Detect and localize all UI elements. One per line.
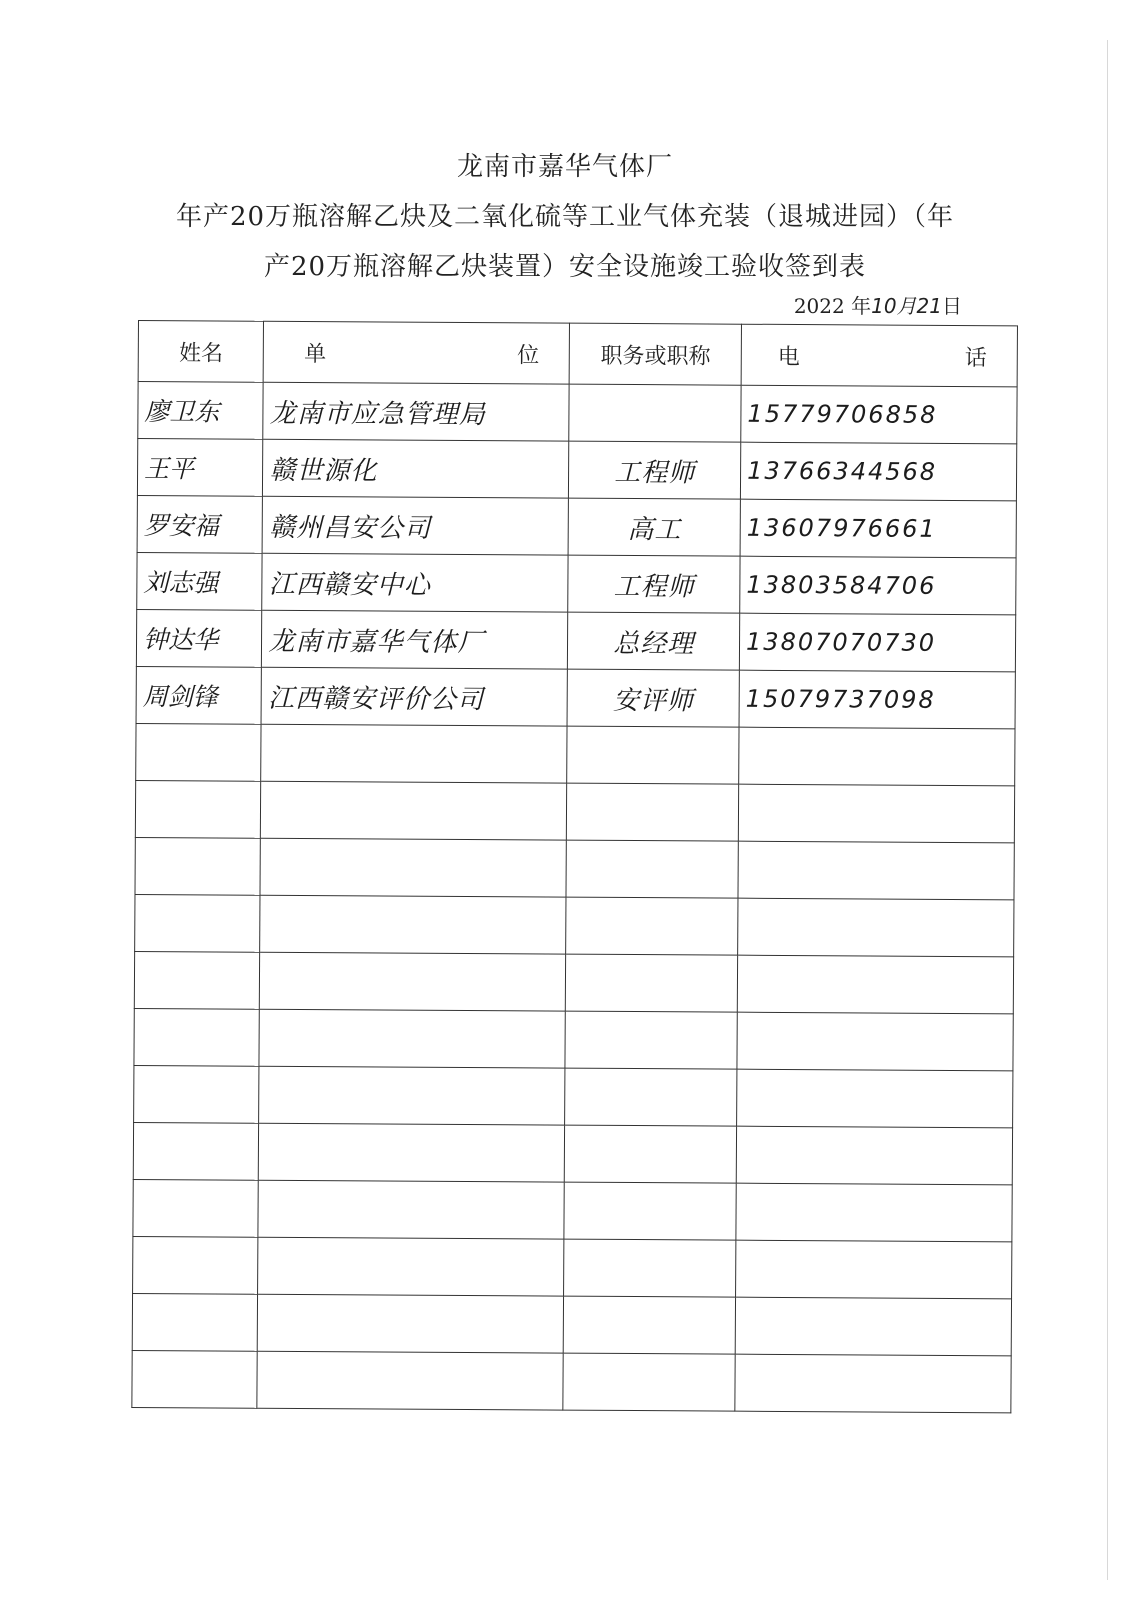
cell-phone: 15779706858 xyxy=(741,385,1017,444)
cell-unit: 龙南市应急管理局 xyxy=(263,382,569,441)
header-title: 职务或职称 xyxy=(570,323,742,385)
table-row xyxy=(133,1179,1012,1241)
cell-name xyxy=(135,837,261,895)
table-row xyxy=(136,609,1015,671)
cell-title: 总经理 xyxy=(568,612,740,670)
cell-phone: 13807070730 xyxy=(739,613,1015,672)
cell-title xyxy=(567,726,739,784)
cell-name xyxy=(134,1008,260,1066)
cell-name xyxy=(136,723,262,781)
header-phone-left: 电 xyxy=(777,344,800,370)
header-name: 姓名 xyxy=(138,321,264,383)
cell-unit: 赣世源化 xyxy=(263,439,569,498)
cell-title xyxy=(566,897,738,955)
table-body xyxy=(132,382,1017,1413)
cell-phone xyxy=(735,1297,1011,1356)
cell-unit xyxy=(258,1237,564,1296)
date-handwritten: 10月21 xyxy=(871,294,942,318)
header-unit-right: 位 xyxy=(517,342,540,368)
cell-title xyxy=(566,840,738,898)
table-header-row xyxy=(138,321,1017,387)
cell-name xyxy=(135,894,261,952)
cell-phone xyxy=(739,727,1015,786)
table-row xyxy=(136,666,1015,728)
cell-unit xyxy=(258,1180,564,1239)
sign-in-table xyxy=(131,320,1018,1413)
cell-title: 工程师 xyxy=(569,441,741,499)
cell-title: 工程师 xyxy=(568,555,740,613)
cell-title: 安评师 xyxy=(567,669,739,727)
table-row xyxy=(135,837,1014,899)
cell-title xyxy=(567,783,739,841)
table-row xyxy=(134,951,1013,1013)
table-row xyxy=(135,780,1014,842)
cell-name xyxy=(134,1065,260,1123)
cell-phone xyxy=(738,841,1014,900)
cell-name xyxy=(133,1179,259,1237)
cell-phone xyxy=(738,898,1014,957)
cell-phone: 13766344568 xyxy=(740,442,1016,501)
header-unit xyxy=(264,321,570,384)
table-row xyxy=(137,439,1016,501)
cell-name: 王平 xyxy=(137,439,263,497)
cell-title: 高工 xyxy=(569,498,741,556)
cell-title xyxy=(563,1353,735,1411)
cell-unit xyxy=(257,1351,563,1410)
cell-unit: 江西赣安评价公司 xyxy=(261,667,567,726)
cell-unit: 江西赣安中心 xyxy=(262,553,568,612)
table-row xyxy=(133,1122,1012,1184)
cell-name: 周剑锋 xyxy=(136,666,262,724)
cell-phone xyxy=(737,1012,1013,1071)
cell-unit: 龙南市嘉华气体厂 xyxy=(262,610,568,669)
cell-name xyxy=(134,951,260,1009)
cell-phone xyxy=(735,1354,1011,1413)
cell-name xyxy=(132,1350,258,1408)
cell-phone xyxy=(737,1069,1013,1128)
table-row xyxy=(132,1350,1011,1412)
cell-phone xyxy=(738,784,1014,843)
cell-title xyxy=(564,1182,736,1240)
table-row xyxy=(135,894,1014,956)
cell-title xyxy=(569,384,741,442)
table-row xyxy=(137,495,1016,557)
table-row xyxy=(132,1293,1011,1355)
date-day: 日 xyxy=(942,294,962,318)
table-row xyxy=(137,552,1016,614)
header-unit-left: 单 xyxy=(304,341,327,367)
cell-unit xyxy=(261,781,567,840)
cell-unit xyxy=(258,1294,564,1353)
table-row xyxy=(138,382,1017,444)
cell-title xyxy=(566,954,738,1012)
cell-unit xyxy=(259,1066,565,1125)
project-title-line1: 年产20万瓶溶解乙炔及二氧化硫等工业气体充装（退城进园）（年 xyxy=(175,202,955,232)
cell-name xyxy=(133,1236,259,1294)
table-row xyxy=(134,1008,1013,1070)
cell-name: 廖卫东 xyxy=(138,382,264,440)
cell-name xyxy=(132,1293,258,1351)
cell-unit xyxy=(260,952,566,1011)
cell-name: 刘志强 xyxy=(137,552,263,610)
cell-name: 钟达华 xyxy=(136,609,262,667)
cell-title xyxy=(564,1239,736,1297)
cell-title xyxy=(565,1068,737,1126)
sign-date xyxy=(794,290,962,319)
header-phone-right: 话 xyxy=(964,345,987,371)
cell-unit xyxy=(259,1123,565,1182)
cell-phone xyxy=(736,1183,1012,1242)
cell-name xyxy=(133,1122,259,1180)
cell-phone xyxy=(737,955,1013,1014)
project-title-line2: 产20万瓶溶解乙炔装置）安全设施竣工验收签到表 xyxy=(263,252,867,282)
cell-name xyxy=(135,780,261,838)
date-year: 2022 年 xyxy=(793,294,872,318)
cell-phone xyxy=(736,1126,1012,1185)
cell-unit: 赣州昌安公司 xyxy=(262,496,568,555)
table-row xyxy=(134,1065,1013,1127)
cell-unit xyxy=(259,1009,565,1068)
cell-unit xyxy=(260,895,566,954)
cell-unit xyxy=(260,838,566,897)
cell-phone: 13607976661 xyxy=(740,499,1016,558)
cell-unit xyxy=(261,724,567,783)
cell-name: 罗安福 xyxy=(137,495,263,553)
cell-phone: 15079737098 xyxy=(739,670,1015,729)
company-title: 龙南市嘉华气体厂 xyxy=(456,152,673,182)
cell-title xyxy=(565,1011,737,1069)
header-phone xyxy=(741,324,1017,387)
cell-title xyxy=(565,1125,737,1183)
table-row xyxy=(133,1236,1012,1298)
cell-title xyxy=(564,1296,736,1354)
cell-phone: 13803584706 xyxy=(740,556,1016,615)
cell-phone xyxy=(736,1240,1012,1299)
table-row xyxy=(136,723,1015,785)
